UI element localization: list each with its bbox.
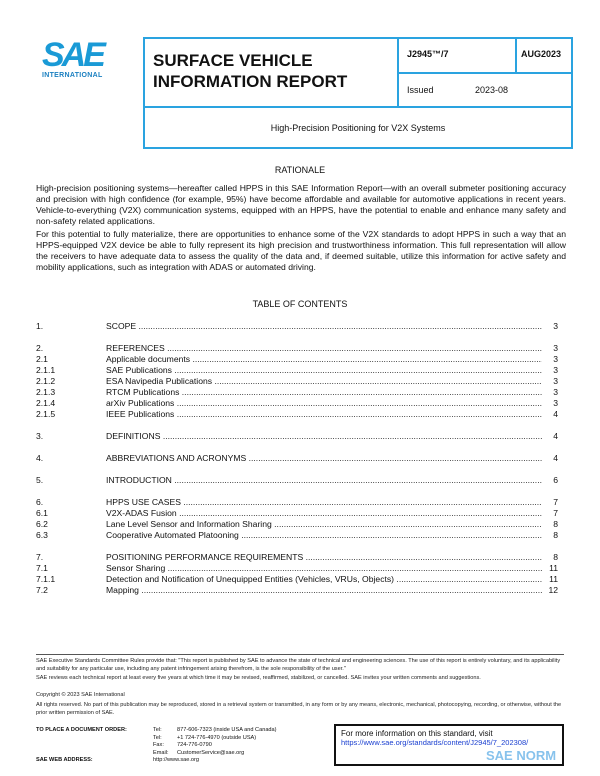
toc-title: IEEE Publications ..... <box>106 409 542 420</box>
toc-title: Applicable documents ..... <box>106 354 542 365</box>
toc-entry[interactable] <box>36 431 558 442</box>
toc-number: 2.1.5 <box>36 409 56 419</box>
toc-number: 7.2 <box>36 585 48 595</box>
toc-number: 7.1.1 <box>36 574 56 584</box>
toc-page: 3 <box>553 343 558 353</box>
toc-page: 7 <box>553 508 558 518</box>
toc-page: 6 <box>553 475 558 485</box>
toc-title: RTCM Publications ..... <box>106 387 542 398</box>
toc-entry[interactable] <box>36 585 558 596</box>
toc-title: SCOPE ..... <box>106 321 542 332</box>
toc-entry[interactable] <box>36 519 558 530</box>
toc-page: 3 <box>553 398 558 408</box>
toc-entry[interactable] <box>36 508 558 519</box>
toc-title: ABBREVIATIONS AND ACRONYMS ..... <box>106 453 542 464</box>
doc-date: AUG2023 <box>521 49 562 59</box>
toc-page: 8 <box>553 519 558 529</box>
toc-entry[interactable] <box>36 354 558 365</box>
toc-title: DEFINITIONS ..... <box>106 431 542 442</box>
toc-page: 3 <box>553 387 558 397</box>
footer-rules: SAE Executive Standards Committee Rules provide that: "This report is published by SAE to advance the state of technical and engineering sciences. The use of this report is entirely voluntary, and its applicability and suitability for any particular use, including any patent infringement arising therefrom, is the sole responsibility of the user." <box>36 658 561 672</box>
toc-title: ESA Navipedia Publications ..... <box>106 376 542 387</box>
toc-title: arXiv Publications ..... <box>106 398 542 409</box>
toc-page: 7 <box>553 497 558 507</box>
toc-title: V2X-ADAS Fusion ..... <box>106 508 542 519</box>
rationale-paragraph-2: For this potential to fully materialize, there are opportunities to enhance some of the V2X standards to adopt HPPS in such a way that an HPPS-equipped V2X device be able to fully represent its high precision and trustworthiness information. This full representation will allow the receivers to have adequate data to assess the quality of the data and, if deemed suitable, utilize this information for active safety and mobility applications, such as integration with ADAS or automated driving. <box>36 229 566 272</box>
toc-title: Detection and Notification of Unequipped Entities (Vehicles, VRUs, Objects) ..... <box>106 574 542 585</box>
toc-number: 2.1.4 <box>36 398 56 408</box>
toc-page: 11 <box>549 574 558 584</box>
toc-page: 4 <box>553 431 558 441</box>
toc-entry[interactable] <box>36 475 558 486</box>
toc-number: 4. <box>36 453 44 463</box>
toc-number: 2.1.1 <box>36 365 56 375</box>
toc-number: 2. <box>36 343 44 353</box>
issued-label: Issued <box>407 85 434 95</box>
toc-entry[interactable] <box>36 453 558 464</box>
rationale-paragraph-1: High-precision positioning systems—hereafter called HPPS in this SAE Information Report—with an overall submeter positioning accuracy and precision with high confidence (for example, 95%) have become affordable and available for automotive applications in recent years. Vehicle-to-everything (V2X) communication systems, equipped with an HPPS, have the potential to enable and enhance many safety and non-safety related applications. <box>36 183 566 226</box>
order-info: TO PLACE A DOCUMENT ORDER: Tel: 877-606-7323 (inside USA and Canada) Tel: +1 724-776-4970 (outside USA) Fax: 724-776-0790 Email: CustomerService@sae.org SAE WEB ADDRESS: http://www.sae.org <box>36 727 277 763</box>
toc-entry[interactable] <box>36 530 558 541</box>
footer-rights: All rights reserved. No part of this publication may be reproduced, stored in a retrieval system or transmitted, in any form or by any means, electronic, mechanical, photocopying, recording, or otherwise, without the prior written permission of SAE. <box>36 702 562 716</box>
toc-number: 2.1.3 <box>36 387 56 397</box>
logo-mark: SAE <box>42 36 103 74</box>
watermark: SAE NORM <box>486 748 557 763</box>
toc-heading: TABLE OF CONTENTS <box>252 299 348 309</box>
toc-entry[interactable] <box>36 365 558 376</box>
toc-title: Mapping ..... <box>106 585 542 596</box>
sae-logo <box>42 38 122 79</box>
toc-page: 4 <box>553 453 558 463</box>
toc-entry[interactable] <box>36 321 558 332</box>
toc-page: 8 <box>553 530 558 540</box>
toc-entry[interactable] <box>36 497 558 508</box>
toc-entry[interactable] <box>36 552 558 563</box>
rationale-heading: RATIONALE <box>274 165 326 175</box>
toc-number: 6.1 <box>36 508 48 518</box>
toc-number: 6. <box>36 497 44 507</box>
standard-url-link[interactable]: https://www.sae.org/standards/content/J2945/7_202308/ <box>341 738 529 747</box>
toc-page: 12 <box>548 585 558 595</box>
toc-page: 4 <box>553 409 558 419</box>
doc-number: J2945™/7 <box>407 49 449 59</box>
toc-entry[interactable] <box>36 563 558 574</box>
header-box <box>143 37 573 149</box>
toc-number: 6.3 <box>36 530 48 540</box>
toc-entry[interactable] <box>36 574 558 585</box>
toc-entry[interactable] <box>36 409 558 420</box>
toc-entry[interactable] <box>36 343 558 354</box>
toc-page: 3 <box>553 354 558 364</box>
toc-number: 1. <box>36 321 44 331</box>
toc-title: HPPS USE CASES ..... <box>106 497 542 508</box>
email-link[interactable]: CustomerService@sae.org <box>177 749 245 756</box>
toc-title: REFERENCES ..... <box>106 343 542 354</box>
toc-number: 2.1 <box>36 354 48 364</box>
toc-number: 7.1 <box>36 563 48 573</box>
toc-title: SAE Publications ..... <box>106 365 542 376</box>
toc-entry[interactable] <box>36 376 558 387</box>
toc-entry[interactable] <box>36 387 558 398</box>
toc-number: 6.2 <box>36 519 48 529</box>
footer-divider <box>36 654 564 655</box>
toc-page: 3 <box>553 365 558 375</box>
toc-title: INTRODUCTION ..... <box>106 475 542 486</box>
logo-subtext: INTERNATIONAL <box>42 72 103 79</box>
footer-review: SAE reviews each technical report at least every five years at which time it may be revised, reaffirmed, stabilized, or cancelled. SAE invites your written comments and suggestions. <box>36 675 481 681</box>
toc-number: 2.1.2 <box>36 376 56 386</box>
toc-page: 3 <box>553 376 558 386</box>
toc-title: Cooperative Automated Platooning ..... <box>106 530 542 541</box>
issued-date: 2023-08 <box>475 85 509 95</box>
doc-title: High-Precision Positioning for V2X Systems <box>270 123 446 133</box>
more-info-title: For more information on this standard, visit <box>341 729 493 738</box>
toc-number: 5. <box>36 475 44 485</box>
toc-page: 8 <box>553 552 558 562</box>
toc-title: POSITIONING PERFORMANCE REQUIREMENTS ..... <box>106 552 542 563</box>
toc-title: Sensor Sharing ..... <box>106 563 542 574</box>
report-type: SURFACE VEHICLE INFORMATION REPORT <box>153 51 348 91</box>
toc-number: 7. <box>36 552 44 562</box>
toc-entry[interactable] <box>36 398 558 409</box>
toc-page: 11 <box>549 563 558 573</box>
table-of-contents <box>36 321 558 596</box>
toc-number: 3. <box>36 431 44 441</box>
web-link[interactable]: http://www.sae.org <box>153 757 200 763</box>
toc-title: Lane Level Sensor and Information Sharing ..... <box>106 519 542 530</box>
toc-page: 3 <box>553 321 558 331</box>
footer-copyright: Copyright © 2023 SAE International <box>36 692 125 698</box>
